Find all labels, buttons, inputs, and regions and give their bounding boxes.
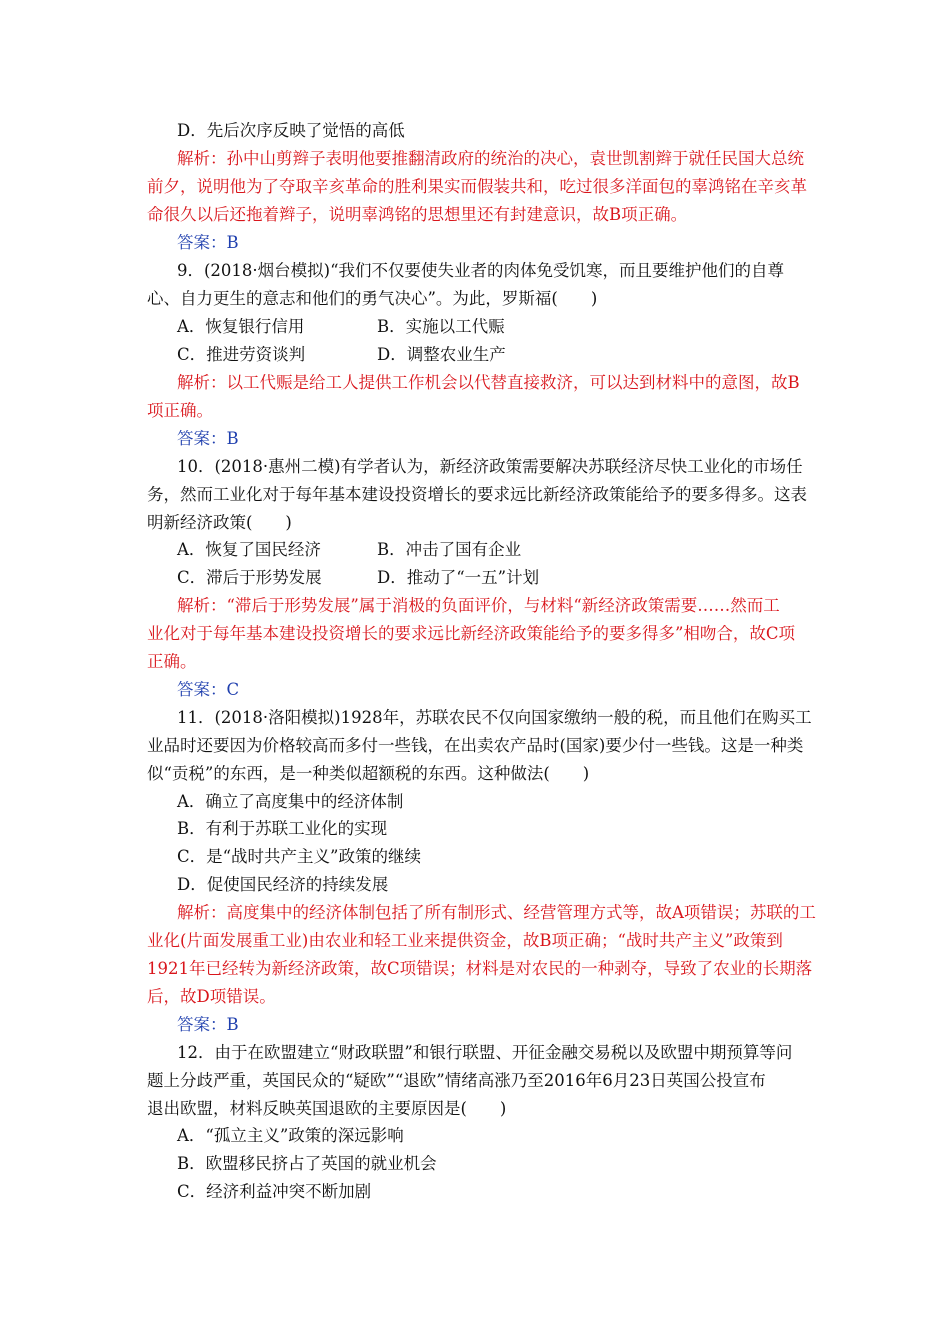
q10-option-d: D．推动了“一五”计划 — [377, 568, 540, 587]
q10-analysis-line-3: 正确。 — [147, 652, 197, 671]
q8-analysis-line-1: 解析：孙中山剪辫子表明他要推翻清政府的统治的决心，袁世凯割辫于就任民国大总统 — [177, 149, 804, 168]
q11-stem-line-1: 11．(2018·洛阳模拟)1928年，苏联农民不仅向国家缴纳一般的税，而且他们在购买工 — [177, 708, 812, 727]
q11-option-a: A．确立了高度集中的经济体制 — [177, 792, 404, 811]
q11-analysis-line-3: 1921年已经转为新经济政策，故C项错误；材料是对农民的一种剥夺，导致了农业的长期落 — [147, 959, 813, 978]
q11-answer: 答案：B — [177, 1015, 239, 1034]
q9-option-a: A．恢复银行信用 — [177, 317, 305, 336]
q11-option-b: B．有利于苏联工业化的实现 — [177, 819, 388, 838]
q10-answer: 答案：C — [177, 680, 240, 699]
q10-analysis-line-2: 业化对于每年基本建设投资增长的要求远比新经济政策能给予的要多得多”相吻合，故C项 — [147, 624, 796, 643]
q9-answer: 答案：B — [177, 429, 239, 448]
q9-option-d: D．调整农业生产 — [377, 345, 506, 364]
q12-stem-line-1: 12．由于在欧盟建立“财政联盟”和银行联盟、开征金融交易税以及欧盟中期预算等问 — [177, 1043, 793, 1062]
q10-option-a: A．恢复了国民经济 — [177, 540, 321, 559]
q8-option-d: D．先后次序反映了觉悟的高低 — [177, 121, 405, 140]
q8-answer: 答案：B — [177, 233, 239, 252]
q9-analysis-line-2: 项正确。 — [147, 401, 213, 420]
q12-option-c: C．经济利益冲突不断加剧 — [177, 1182, 372, 1201]
q11-option-d: D．促使国民经济的持续发展 — [177, 875, 389, 894]
q9-stem-line-2: 心、自力更生的意志和他们的勇气决心”。为此，罗斯福( ) — [147, 289, 598, 308]
q10-analysis-line-1: 解析：“滞后于形势发展”属于消极的负面评价，与材料“新经济政策需要……然而工 — [177, 596, 780, 615]
q8-analysis-line-3: 命很久以后还拖着辫子，说明辜鸿铭的思想里还有封建意识，故B项正确。 — [147, 205, 688, 224]
q12-option-a: A．“孤立主义”政策的深远影响 — [177, 1126, 404, 1145]
q9-option-c: C．推进劳资谈判 — [177, 345, 306, 364]
q10-option-b: B．冲击了国有企业 — [377, 540, 522, 559]
q10-stem-line-1: 10．(2018·惠州二模)有学者认为，新经济政策需要解决苏联经济尽快工业化的市场任 — [177, 457, 803, 476]
q11-stem-line-3: 似“贡税”的东西，是一种类似超额税的东西。这种做法( ) — [147, 764, 590, 783]
q11-analysis-line-4: 后，故D项错误。 — [147, 987, 276, 1006]
q11-stem-line-2: 业品时还要因为价格较高而多付一些钱，在出卖农产品时(国家)要少付一些钱。这是一种类 — [147, 736, 804, 755]
q12-stem-line-2: 题上分歧严重，英国民众的“疑欧”“退欧”情绪高涨乃至2016年6月23日英国公投宣布 — [147, 1071, 766, 1090]
q11-analysis-line-1: 解析：高度集中的经济体制包括了所有制形式、经营管理方式等，故A项错误；苏联的工 — [177, 903, 816, 922]
q12-stem-line-3: 退出欧盟，材料反映英国退欧的主要原因是( ) — [147, 1099, 507, 1118]
q8-analysis-line-2: 前夕，说明他为了夺取辛亥革命的胜利果实而假装共和，吃过很多洋面包的辜鸿铭在辛亥革 — [147, 177, 807, 196]
q11-option-c: C．是“战时共产主义”政策的继续 — [177, 847, 421, 866]
q9-stem-line-1: 9．(2018·烟台模拟)“我们不仅要使失业者的肉体免受饥寒，而且要维护他们的自尊 — [177, 261, 785, 280]
q12-option-b: B．欧盟移民挤占了英国的就业机会 — [177, 1154, 437, 1173]
q9-analysis-line-1: 解析：以工代赈是给工人提供工作机会以代替直接救济，可以达到材料中的意图，故B — [177, 373, 800, 392]
q10-stem-line-3: 明新经济政策( ) — [147, 513, 292, 532]
q11-analysis-line-2: 业化(片面发展重工业)由农业和轻工业来提供资金，故B项正确；“战时共产主义”政策到 — [147, 931, 783, 950]
q9-option-b: B．实施以工代赈 — [377, 317, 505, 336]
q10-option-c: C．滞后于形势发展 — [177, 568, 322, 587]
q10-stem-line-2: 务，然而工业化对于每年基本建设投资增长的要求远比新经济政策能给予的要多得多。这表 — [147, 485, 807, 504]
